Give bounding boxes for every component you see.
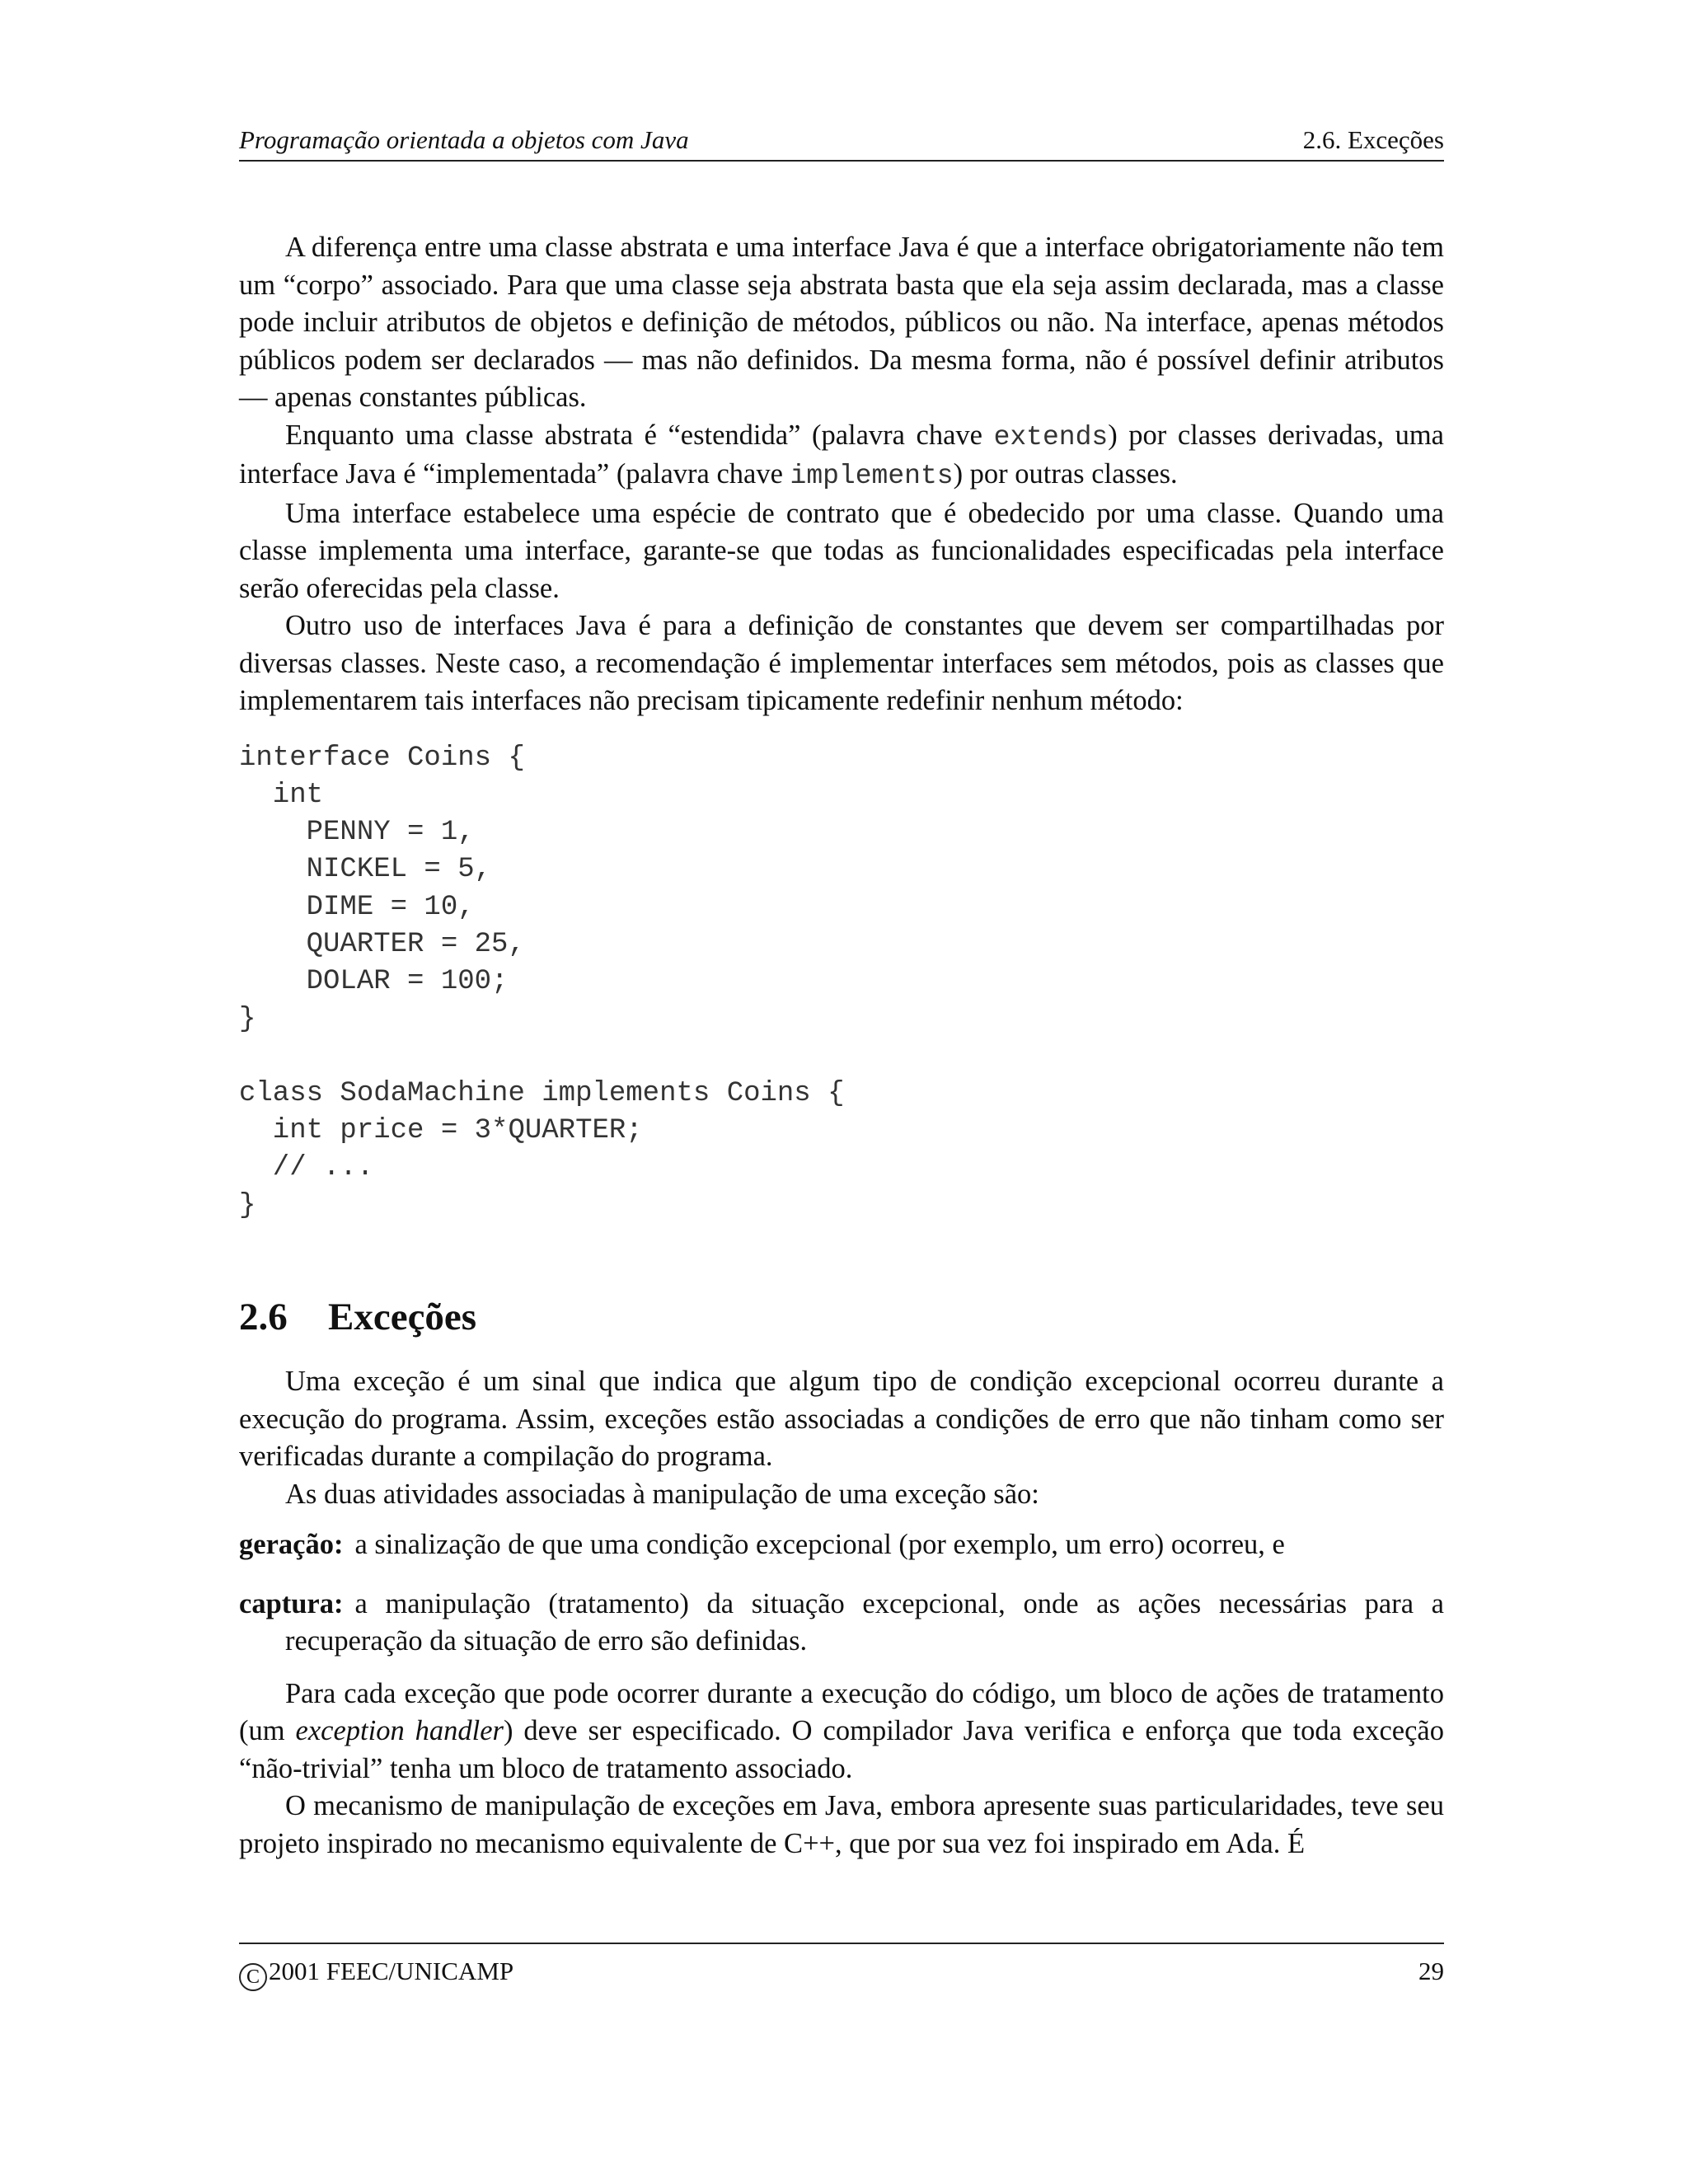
copyright-text: 2001 FEEC/UNICAMP [269, 1957, 514, 1985]
paragraph: O mecanismo de manipulação de exceções em Java, embora apresente suas particularidades, teve seu projeto inspirado no mecanismo equivalente de C++, que por sua vez foi inspirado em Ada. É [239, 1790, 1444, 1859]
book-title: Programação orientada a objetos com Java [239, 125, 689, 154]
paragraph: Uma interface estabelece uma espécie de contrato que é obedecido por uma classe. Quando uma classe implementa uma interface, garante-se que todas as funcionalidades especificadas pela interface serão oferecidas pela classe. [239, 497, 1444, 604]
paragraph [239, 417, 1444, 495]
text-span: ) por classes derivadas, uma interface Java é “implementada” (palavra chave [239, 419, 1444, 490]
keyword-extends: extends [993, 421, 1109, 452]
paragraph: Outro uso de interfaces Java é para a definição de constantes que devem ser compartilhadas por diversas classes. Neste caso, a recomendação é implementar interfaces sem métodos, pois as classes que implementarem tais interfaces não precisam tipicamente redefinir nenhum método: [239, 610, 1444, 716]
definition-item [239, 1586, 1444, 1661]
document-page [239, 0, 1444, 2184]
section-title: Exceções [328, 1296, 477, 1339]
paragraph: As duas atividades associadas à manipulação de uma exceção são: [285, 1478, 1039, 1510]
definition-term: captura: [239, 1587, 344, 1619]
text-span: Enquanto uma classe abstrata é “estendida” (palavra chave [285, 419, 994, 451]
copyright-icon: C [239, 1963, 267, 1991]
paragraph: Uma exceção é um sinal que indica que algum tipo de condição excepcional ocorreu durante a execução do programa. Assim, exceções estão associadas a condições de erro que não tinham como ser verificadas durante a compilação do programa. [239, 1366, 1444, 1473]
definition-list [239, 1526, 1444, 1661]
running-header [239, 122, 1444, 162]
emphasis-term: exception handler [295, 1715, 504, 1747]
section-header: 2.6. Exceções [1302, 125, 1444, 154]
code-block-class: class SodaMachine implements Coins { int price = 3*QUARTER; // ... } [239, 1077, 845, 1221]
section-number: 2.6 [239, 1296, 288, 1339]
definition-text: a sinalização de que uma condição excepcional (por exemplo, um erro) ocorreu, e [354, 1529, 1285, 1561]
page-number: 29 [1418, 1957, 1444, 1985]
page-footer [239, 1953, 1444, 1991]
definition-item [239, 1526, 1444, 1564]
footer-rule [239, 1943, 1444, 1944]
body-text [239, 229, 1444, 1863]
copyright-notice [239, 1953, 513, 1991]
paragraph [239, 1675, 1444, 1788]
code-spacer [239, 1038, 1444, 1076]
definition-term: geração: [239, 1529, 344, 1561]
paragraph: A diferença entre uma classe abstrata e uma interface Java é que a interface obrigatoriamente não tem um “corpo” associado. Para que uma classe seja abstrata basta que ela seja assim declarada, mas a classe pode incluir atributos de objetos e definição de métodos, públicos ou não. Na interface, apenas métodos públicos podem ser declarados — mas não definidos. Da mesma forma, não é possível definir atributos — apenas constantes públicas. [239, 232, 1444, 413]
definition-text: a manipulação (tratamento) da situação excepcional, onde as ações necessárias para a recuperação da situação de erro são definidas. [285, 1587, 1444, 1657]
text-span: Para cada exceção que pode ocorrer durante a execução do código, um bloco de ações de tratamento (um [239, 1677, 1444, 1747]
code-block-interface: interface Coins { int PENNY = 1, NICKEL = 5, DIME = 10, QUARTER = 25, DOLAR = 100; } [239, 742, 525, 1035]
keyword-implements: implements [790, 461, 954, 491]
section-heading [239, 1294, 1444, 1340]
text-span: ) deve ser especificado. O compilador Java verifica e enforça que toda exceção “não-trivial” tenha um bloco de tratamento associado. [239, 1715, 1444, 1784]
text-span: ) por outras classes. [953, 458, 1178, 490]
